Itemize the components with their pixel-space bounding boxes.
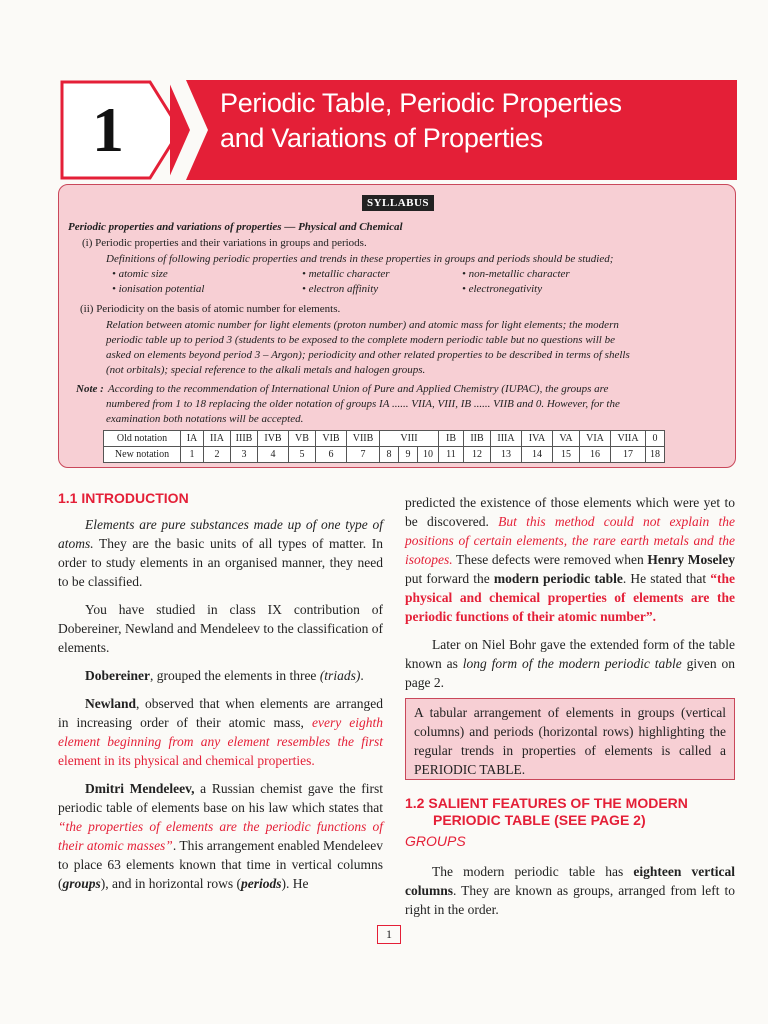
groups-paragraph xyxy=(405,862,735,919)
left-column xyxy=(58,515,383,893)
law-of-octaves: every eighth element beginning from any element resembles the first xyxy=(58,715,383,749)
new-notation-cell: 6 xyxy=(316,447,347,463)
moseley-paragraph xyxy=(405,493,735,626)
periodic-table-definition: A tabular arrangement of elements in groups (vertical columns) and periods (horizontal rows) highlighting the regular trends in properties of elements is called a PERIODIC TABLE. xyxy=(414,705,726,777)
mendeleev-text-3: ), and in horizontal rows ( xyxy=(100,876,241,891)
chapter-title xyxy=(220,86,735,156)
bullet-electronegativity: • electronegativity xyxy=(462,283,543,295)
eighteen-columns-term: eighteen vertical columns xyxy=(405,864,735,898)
new-notation-cell: 12 xyxy=(464,447,491,463)
bullet-ionisation-potential: • ionisation potential xyxy=(112,283,205,295)
new-notation-cell: 9 xyxy=(399,447,418,463)
mendeleev-defects: But this method could not explain the positions of certain elements, the rare earth metals and the isotopes. xyxy=(405,514,735,567)
syllabus-note-line-2: numbered from 1 to 18 replacing the older notation of groups IA ...... VIIA, VIII, IB ...... VIIB and 0. However, for the xyxy=(106,398,620,410)
old-notation-cell: VIIA xyxy=(611,431,646,447)
syllabus-note-line-3: examination both notations will be accepted. xyxy=(106,413,304,425)
new-notation-cell: 15 xyxy=(553,447,580,463)
old-notation-label: Old notation xyxy=(104,431,181,447)
new-notation-cell: 7 xyxy=(347,447,380,463)
syllabus-heading: Periodic properties and variations of properties — Physical and Chemical xyxy=(68,221,403,233)
syllabus-item-2-line-4: (not orbitals); special reference to the alkali metals and halogen groups. xyxy=(106,364,426,376)
bullet-electron-affinity: • electron affinity xyxy=(302,283,379,295)
dobereiner-end: . xyxy=(360,668,364,683)
mendeleev-law: “the properties of elements are the periodic functions of their atomic masses” xyxy=(58,819,383,853)
class-ix-paragraph: You have studied in class IX contribution of Dobereiner, Newland and Mendeleev to the classification of elements. xyxy=(58,602,383,655)
groups-subheading: GROUPS xyxy=(405,833,466,849)
old-notation-cell: VB xyxy=(289,431,316,447)
periods-term: periods xyxy=(240,876,282,891)
section-1-1-heading: 1.1 INTRODUCTION xyxy=(58,490,189,506)
newland-text: , observed that when elements are arranged in increasing order of their atomic mass, xyxy=(58,696,383,730)
old-notation-cell: IVB xyxy=(258,431,289,447)
right-column xyxy=(405,493,735,692)
law-of-octaves-end: element in its physical and chemical properties. xyxy=(58,753,315,768)
moseley-text: predicted the existence of those elements which were yet to be discovered. xyxy=(405,495,735,529)
chapter-title-line-1: Periodic Table, Periodic Properties xyxy=(220,88,622,118)
old-notation-row xyxy=(104,431,665,447)
new-notation-cell: 13 xyxy=(491,447,522,463)
old-notation-cell: IIIB xyxy=(231,431,258,447)
old-notation-cell: 0 xyxy=(646,431,665,447)
chapter-badge xyxy=(60,80,185,180)
banner-arrow-notch xyxy=(168,80,208,180)
old-notation-cell: VA xyxy=(553,431,580,447)
bullet-non-metallic-character: • non-metallic character xyxy=(462,268,570,280)
intro-definition: Elements are pure substances made up of one type of atoms. xyxy=(58,517,383,551)
triads-term: (triads) xyxy=(319,668,361,683)
mendeleev-paragraph xyxy=(58,779,383,893)
new-notation-cell: 10 xyxy=(418,447,439,463)
moseley-name: Henry Moseley xyxy=(647,552,735,567)
modern-periodic-table-term: modern periodic table xyxy=(493,571,623,586)
bohr-text: Later on Niel Bohr gave the extended form of the table known as xyxy=(405,637,735,671)
new-notation-cell: 16 xyxy=(580,447,611,463)
syllabus-item-1: (i) Periodic properties and their variations in groups and periods. xyxy=(82,237,367,249)
old-notation-cell: IA xyxy=(181,431,204,447)
old-notation-cell: IIB xyxy=(464,431,491,447)
section-1-2-heading-line-2: PERIODIC TABLE (SEE PAGE 2) xyxy=(433,812,646,828)
old-notation-cell: VIII xyxy=(380,431,439,447)
long-form-term: long form of the modern periodic table xyxy=(462,656,682,671)
new-notation-cell: 8 xyxy=(380,447,399,463)
new-notation-label: New notation xyxy=(104,447,181,463)
chapter-title-line-2: and Variations of Properties xyxy=(220,123,543,153)
moseley-text-3: put forward the xyxy=(405,571,494,586)
group-notation-table xyxy=(103,430,665,463)
intro-paragraph xyxy=(58,515,383,591)
bullet-atomic-size: • atomic size xyxy=(112,268,168,280)
page-number: 1 xyxy=(377,925,401,944)
old-notation-cell: IIIA xyxy=(491,431,522,447)
mendeleev-name: Dmitri Mendeleev, xyxy=(85,781,195,796)
syllabus-item-2-line-2: periodic table up to period 3 (students to be exposed to the complete modern periodic table but no questions will be xyxy=(106,334,615,346)
mendeleev-text-2: . This arrangement enabled Mendeleev to place 63 elements known that time in vertical columns ( xyxy=(58,838,384,891)
new-notation-cell: 1 xyxy=(181,447,204,463)
dobereiner-text: , grouped the elements in three xyxy=(149,668,320,683)
new-notation-row xyxy=(104,447,665,463)
mendeleev-text: a Russian chemist gave the first periodic table of elements base on his law which states that xyxy=(58,781,383,815)
moseley-text-2: These defects were removed when xyxy=(452,552,648,567)
old-notation-cell: VIB xyxy=(316,431,347,447)
new-notation-cell: 4 xyxy=(258,447,289,463)
chapter-number: 1 xyxy=(92,94,124,165)
syllabus-item-2: (ii) Periodicity on the basis of atomic number for elements. xyxy=(80,303,341,315)
dobereiner-paragraph xyxy=(58,666,383,685)
mendeleev-text-4: ). He xyxy=(281,876,309,891)
groups-text: The modern periodic table has xyxy=(432,864,634,879)
newland-name: Newland xyxy=(85,696,137,711)
syllabus-note-label: Note : xyxy=(76,383,104,395)
old-notation-cell: IB xyxy=(439,431,464,447)
new-notation-cell: 14 xyxy=(522,447,553,463)
bohr-text-2: given on page 2. xyxy=(405,656,735,690)
new-notation-cell: 5 xyxy=(289,447,316,463)
new-notation-cell: 17 xyxy=(611,447,646,463)
syllabus-label: SYLLABUS xyxy=(362,195,434,211)
old-notation-cell: IIA xyxy=(204,431,231,447)
new-notation-cell: 11 xyxy=(439,447,464,463)
syllabus-item-2-line-3: asked on elements beyond period 3 – Argon); periodicity and other related properties to be described in terms of shells xyxy=(106,349,630,361)
syllabus-item-2-line-1: Relation between atomic number for light elements (proton number) and atomic mass for light elements; the modern xyxy=(106,319,619,331)
bullet-metallic-character: • metallic character xyxy=(302,268,390,280)
new-notation-cell: 18 xyxy=(646,447,665,463)
old-notation-cell: VIIB xyxy=(347,431,380,447)
groups-text-2: . They are known as groups, arranged from left to right in the order. xyxy=(405,883,735,917)
syllabus-note-line-1: According to the recommendation of International Union of Pure and Applied Chemistry (IUPAC), the groups are xyxy=(108,383,609,395)
moseley-text-4: . He stated that xyxy=(622,571,711,586)
modern-periodic-law: “the physical and chemical properties of elements are the periodic functions of their atomic number”. xyxy=(405,571,735,624)
syllabus-item-1-definition: Definitions of following periodic properties and trends in these properties in groups and periods should be studied; xyxy=(106,253,614,265)
bohr-paragraph xyxy=(405,635,735,692)
section-1-2-heading-line-1: 1.2 SALIENT FEATURES OF THE MODERN xyxy=(405,795,688,811)
groups-term: groups xyxy=(62,876,101,891)
intro-text: They are the basic units of all types of matter. In order to study elements in an organised manner, they need to be classified. xyxy=(58,536,383,589)
new-notation-cell: 3 xyxy=(231,447,258,463)
old-notation-cell: IVA xyxy=(522,431,553,447)
dobereiner-name: Dobereiner xyxy=(85,668,150,683)
newland-paragraph xyxy=(58,694,383,770)
new-notation-cell: 2 xyxy=(204,447,231,463)
old-notation-cell: VIA xyxy=(580,431,611,447)
